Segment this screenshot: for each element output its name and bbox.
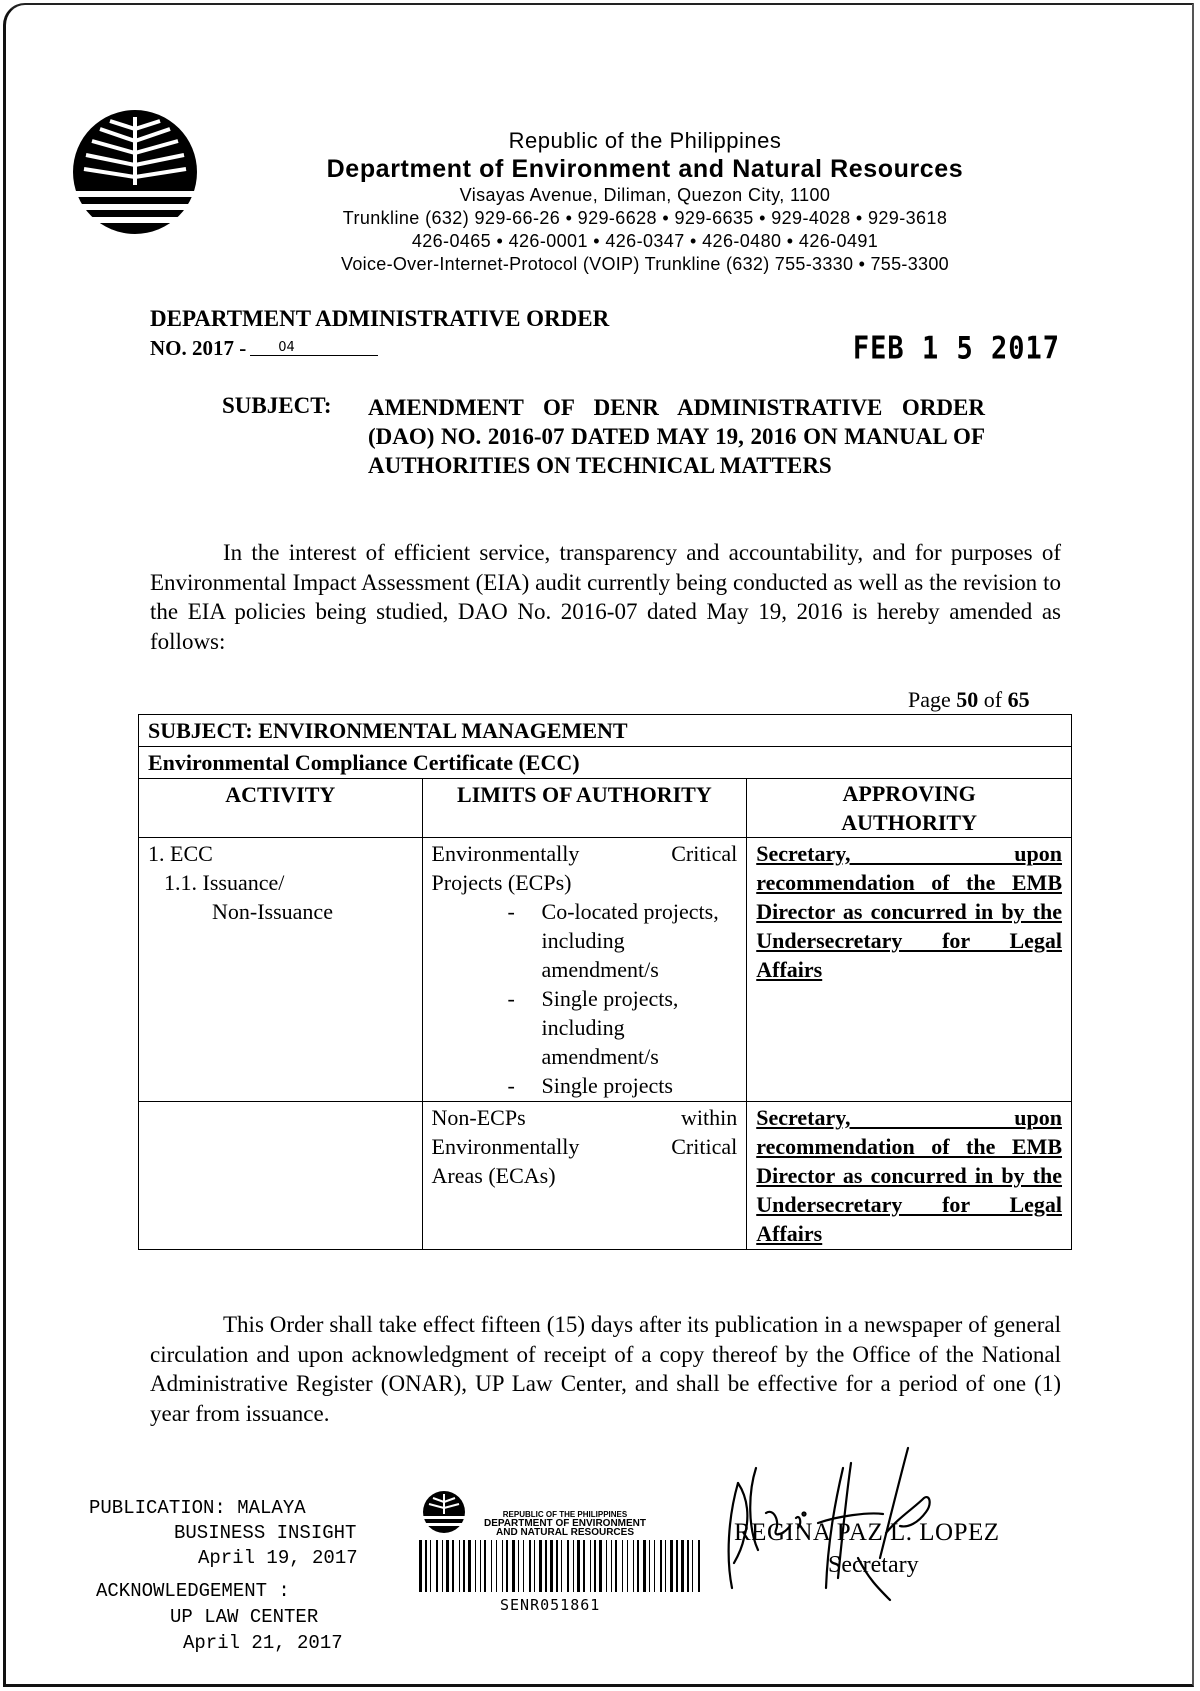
barcode-bar [496,1540,497,1592]
barcode-bar [475,1540,476,1592]
letterhead-trunkline-2: 426-0465 • 426-0001 • 426-0347 • 426-0480 • 426-0491 [411,231,879,251]
order-number-handwritten: 04 [250,340,378,356]
barcode-bar [480,1540,481,1592]
barcode-line3: AND NATURAL RESOURCES [496,1527,634,1538]
barcode-bar [534,1540,535,1592]
barcode-bar [506,1540,508,1592]
barcode-line1: REPUBLIC OF THE PHILIPPINES [502,1510,628,1519]
barcode-bar [687,1540,689,1592]
table-section-cell: Environmental Compliance Certificate (ECC) [139,747,1072,779]
signatory-name: REGINA PAZ L. LOPEZ [734,1519,1000,1546]
table-subject-row [139,715,1072,747]
stamp-ack-label: ACKNOWLEDGEMENT : [96,1580,290,1602]
row2-limits-line [432,1103,738,1132]
barcode-bar [633,1540,634,1592]
barcode-bar [692,1540,693,1592]
barcode-bar [622,1540,623,1592]
barcode-stamp [417,1488,707,1618]
row1-activity [139,838,423,1102]
row2-approving-text: Secretary, upon recommendation of the EMB Director as concurred in by the Undersecretary for Legal Affairs [756,1105,1062,1246]
table-row [139,1102,1072,1250]
header-activity: ACTIVITY [139,779,423,838]
barcode-bar [436,1540,438,1592]
row1-limits-word: Critical [671,841,738,866]
row1-limits-word: Environmentally [431,841,580,866]
barcode-bar [468,1540,471,1592]
row1-limits-intro-line [432,839,738,868]
barcode-bar [446,1540,449,1592]
stamp-ack-date: April 21, 2017 [183,1632,343,1654]
barcode-bar [545,1540,547,1592]
barcode-bar [452,1540,454,1592]
order-number [150,336,378,361]
barcode-bar [484,1540,486,1592]
order-title: DEPARTMENT ADMINISTRATIVE ORDER [150,306,610,331]
barcode-bar [698,1540,700,1592]
stamp-publication-label: PUBLICATION: MALAYA [89,1497,306,1519]
barcode-line2: DEPARTMENT OF ENVIRONMENT [483,1518,647,1529]
barcode-bar [430,1540,431,1592]
row1-limits [422,838,747,1102]
barcode-bar [518,1540,519,1592]
order-number-prefix: NO. 2017 - [150,336,247,360]
table-header-row [139,779,1072,838]
letterhead-trunkline-1: Trunkline (632) 929-66-26 • 929-6628 • 929-6635 • 929-4028 • 929-3618 [342,208,948,228]
barcode-bar [550,1540,553,1592]
header-limits: LIMITS OF AUTHORITY [422,779,747,838]
row2-limits-word: Critical [671,1134,738,1159]
barcode-bar [425,1540,427,1592]
list-item: - Co-located projects, including amendment/s [542,897,738,984]
barcode-bar [442,1540,443,1592]
row2-limits-word: Non-ECPs [431,1105,526,1130]
page-ref-page: 50 [956,687,979,712]
stamp-publication-line2: BUSINESS INSIGHT [174,1522,357,1544]
header-approving: APPROVING AUTHORITY [747,779,1072,838]
denr-logo [70,107,200,237]
row1-activity-line: 1.1. Issuance/ [164,870,285,895]
barcode-bar [681,1540,684,1592]
row2-limits-line: Areas (ECAs) [431,1163,556,1188]
row2-limits-word: Environmentally [431,1134,580,1159]
barcode-bar [654,1540,655,1592]
barcode-bar [491,1540,492,1592]
row1-activity-line: Non-Issuance [212,899,333,924]
barcode-bar [556,1540,558,1592]
barcode-bar [502,1540,503,1592]
letterhead-republic: Republic of the Philippines [508,128,782,153]
barcode-bar [627,1540,628,1592]
list-item: - Single projects [542,1071,738,1100]
letterhead-voip: Voice-Over-Internet-Protocol (VOIP) Trunkline (632) 755-3330 • 755-3300 [341,254,949,274]
row2-activity [139,1102,423,1250]
barcode-bar [615,1540,617,1592]
closing-paragraph: This Order shall take effect fifteen (15) days after its publication in a newspaper of general circulation and upon acknowledgment of receipt of a copy thereof by the Office of the National Administrative Register (ONAR), UP Law Center, and shall be effective for a period of one (1) year from issuance. [150,1312,1061,1426]
barcode-bar [463,1540,465,1592]
barcode-bar [577,1540,580,1592]
row2-limits-word: within [681,1105,738,1130]
table-row [139,838,1072,1102]
letterhead-department: Department of Environment and Natural Resources [326,155,964,183]
barcode-bar [665,1540,666,1592]
row2-limits [422,1102,747,1250]
barcode-bar [583,1540,585,1592]
barcode-bar [594,1540,596,1592]
page-ref-prefix: Page [908,687,957,712]
barcode-bar [529,1540,531,1592]
row1-activity-line: 1. ECC [148,841,213,866]
barcode-bar [512,1540,515,1592]
barcode-bar [523,1540,524,1592]
barcode-bar [643,1540,646,1592]
signatory-title: Secretary [828,1552,919,1578]
page-ref-total: 65 [1007,687,1030,712]
authority-table [138,714,1072,1250]
barcode-bar [670,1540,673,1592]
subject-text: AMENDMENT OF DENR ADMINISTRATIVE ORDER (DAO) NO. 2016-07 DATED MAY 19, 2016 ON MANUAL OF AUTHORITIES ON TECHNICAL MATTERS [368,395,985,478]
barcode-bar [606,1540,607,1592]
barcode-bar [637,1540,639,1592]
row2-limits-line [432,1132,738,1161]
intro-paragraph: In the interest of efficient service, transparency and accountability, and for purposes of Environmental Impact Assessment (EIA) audit currently being conducted as well as the revision to the EIA policies being studied, DAO No. 2016-07 dated May 19, 2016 is hereby amended as follows: [150,540,1061,654]
barcode-bar [599,1540,602,1592]
stamp-publication-date: April 19, 2017 [198,1547,358,1569]
barcode-bar [611,1540,612,1592]
page-ref-mid: of [978,687,1008,712]
barcode-bar [567,1540,569,1592]
barcode-bar [573,1540,574,1592]
row1-limits-list [432,897,738,1100]
barcode-bar [561,1540,562,1592]
page-reference [908,687,1030,713]
barcode-bar [676,1540,678,1592]
barcode-bar [539,1540,542,1592]
row1-approving [747,838,1072,1102]
barcode-bar [419,1540,422,1592]
stamp-ack-line2: UP LAW CENTER [170,1606,319,1628]
row2-approving [747,1102,1072,1250]
barcode-bar [459,1540,460,1592]
barcode-bar [590,1540,591,1592]
table-section-row [139,747,1072,779]
table-subject-cell: SUBJECT: ENVIRONMENTAL MANAGEMENT [139,715,1072,747]
letterhead-address: Visayas Avenue, Diliman, Quezon City, 1100 [459,185,831,205]
barcode-bar [660,1540,662,1592]
list-item: - Single projects, including amendment/s [542,984,738,1071]
date-stamp: FEB 1 5 2017 [852,330,1060,367]
barcode-bar [649,1540,650,1592]
barcode-code: SENR051861 [500,1596,601,1614]
subject-label: SUBJECT: [222,393,332,418]
row1-approving-text: Secretary, upon recommendation of the EMB Director as concurred in by the Undersecretary for Legal Affairs [756,841,1062,982]
row1-limits-intro-cont: Projects (ECPs) [431,870,572,895]
